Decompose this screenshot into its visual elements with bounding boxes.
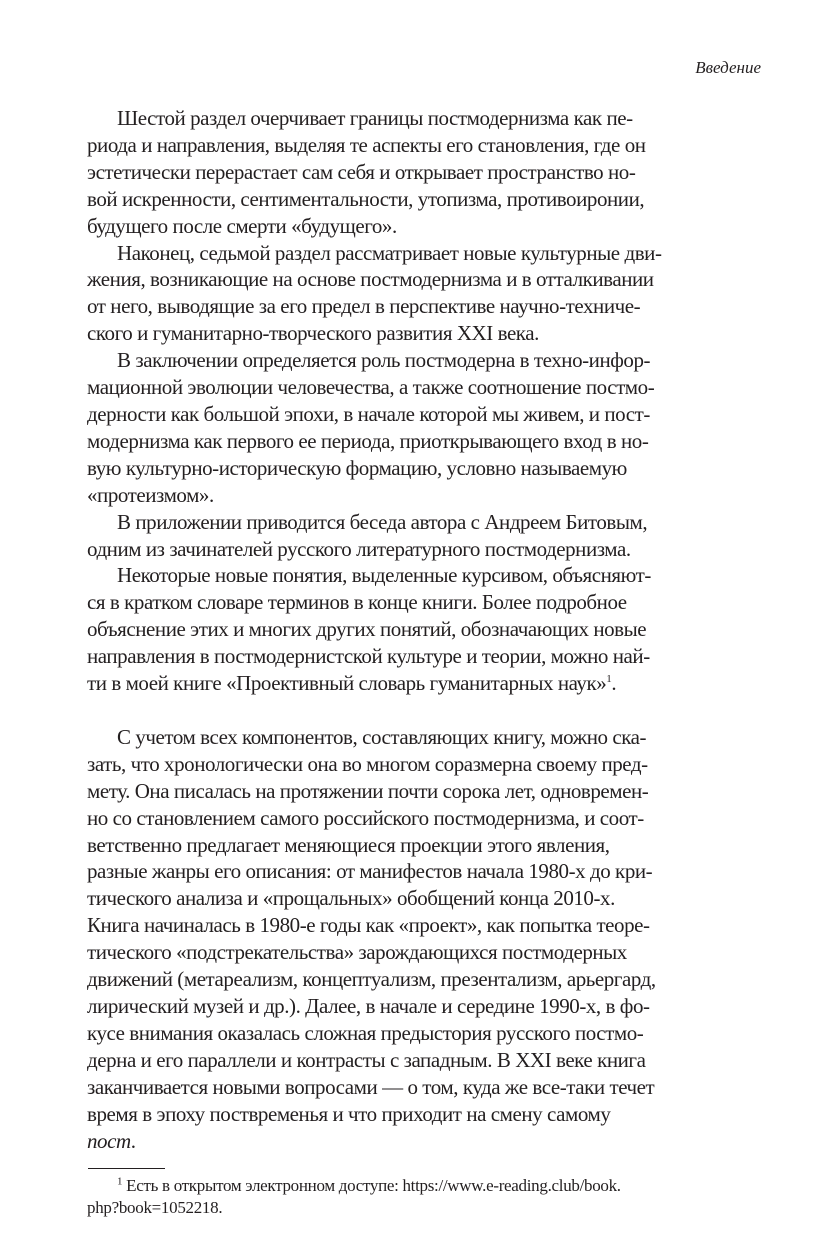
text-line: объяснение этих и многих других понятий, обозначающих новые bbox=[87, 617, 647, 642]
line-tail: . bbox=[611, 671, 617, 696]
text-line: дерности как большой эпохи, в начале которой мы живем, и пост- bbox=[87, 401, 650, 426]
text-line bbox=[87, 670, 723, 697]
text-line: тического анализа и «прощальных» обобщений конца 2010-х. bbox=[87, 886, 615, 911]
text-line: но со становлением самого российского постмодернизма, и соот- bbox=[87, 805, 644, 830]
text-line: движений (метареализм, концептуализм, презентализм, арьергард, bbox=[87, 967, 656, 992]
text-line: заканчивается новыми вопросами — о том, куда же все-таки течет bbox=[87, 1074, 655, 1099]
paragraph bbox=[87, 562, 723, 697]
text-line: С учетом всех компонентов, составляющих книгу, можно ска- bbox=[117, 724, 647, 749]
running-head: Введение bbox=[695, 58, 761, 77]
text-line: направления в постмодернистской культуре и теории, можно най- bbox=[87, 644, 650, 669]
text-line: вой искренности, сентиментальности, утопизма, противоиронии, bbox=[87, 186, 645, 211]
text-line: Шестой раздел очерчивает границы постмодернизма как пе- bbox=[117, 106, 633, 130]
footnote bbox=[87, 1175, 723, 1219]
footnote-divider bbox=[88, 1168, 165, 1169]
paragraph bbox=[87, 347, 723, 508]
text-line: вую культурно-историческую формацию, условно называемую bbox=[87, 455, 627, 480]
footnote-line bbox=[87, 1175, 723, 1197]
footnote-text[interactable]: Есть в открытом электронном доступе: https://www.e-reading.club/book. bbox=[126, 1176, 621, 1196]
text-line: тического «подстрекательства» зарождающихся постмодерных bbox=[87, 940, 627, 965]
paragraph bbox=[87, 509, 723, 563]
footnote-line[interactable]: php?book=1052218. bbox=[87, 1198, 223, 1218]
text-line: Книга начиналась в 1980-е годы как «проект», как попытка теоре- bbox=[87, 913, 650, 938]
line-tail: . bbox=[130, 1128, 136, 1153]
text-line bbox=[87, 1128, 723, 1155]
text-line: риода и направления, выделяя те аспекты его становления, где он bbox=[87, 132, 646, 157]
text-line: мету. Она писалась на протяжении почти сорока лет, одновремен- bbox=[87, 778, 649, 803]
text-line: дерна и его параллели и контрасты с западным. В XXI веке книга bbox=[87, 1047, 646, 1072]
line-text: ти в моей книге «Проективный словарь гуманитарных наук» bbox=[87, 671, 607, 696]
text-line: В приложении приводится беседа автора с Андреем Битовым, bbox=[117, 509, 648, 534]
text-line: время в эпоху поствременья и что приходит на смену самому bbox=[87, 1101, 611, 1126]
text-line: эстетически перерастает сам себя и открывает пространство но- bbox=[87, 159, 636, 184]
text-line: мационной эволюции человечества, а также соотношение постмо- bbox=[87, 375, 655, 400]
text-line: «протеизмом». bbox=[87, 482, 214, 507]
text-line: Некоторые новые понятия, выделенные курсивом, объясняют- bbox=[117, 563, 651, 588]
footnote-reference[interactable]: 1 bbox=[606, 673, 612, 686]
text-line: одним из зачинателей русского литературного постмодернизма. bbox=[87, 536, 631, 561]
text-line: В заключении определяется роль постмодерна в техно-инфор- bbox=[117, 348, 651, 373]
section-gap bbox=[87, 697, 723, 724]
text-line: ся в кратком словаре терминов в конце книги. Более подробное bbox=[87, 590, 627, 615]
text-line: кусе внимания оказалась сложная предыстория русского постмо- bbox=[87, 1020, 644, 1045]
text-line: жения, возникающие на основе постмодернизма и в отталкивании bbox=[87, 267, 654, 292]
text-line: модернизма как первого ее периода, приоткрывающего вход в но- bbox=[87, 428, 649, 453]
text-line: зать, что хронологически она во многом соразмерна своему пред- bbox=[87, 751, 648, 776]
text-line: будущего после смерти «будущего». bbox=[87, 213, 397, 238]
text-line: Наконец, седьмой раздел рассматривает новые культурные дви- bbox=[117, 240, 662, 265]
paragraph bbox=[87, 240, 723, 348]
text-line: ветственно предлагает меняющиеся проекции этого явления, bbox=[87, 832, 610, 857]
text-line: разные жанры его описания: от манифестов начала 1980-х до кри- bbox=[87, 859, 653, 884]
italic-term: пост bbox=[87, 1128, 131, 1153]
text-line: ского и гуманитарно-творческого развития XXI века. bbox=[87, 321, 539, 346]
paragraph bbox=[87, 724, 723, 1155]
body-text bbox=[87, 105, 723, 1154]
paragraph bbox=[87, 105, 723, 240]
text-line: от него, выводящие за его предел в перспективе научно-техниче- bbox=[87, 294, 641, 319]
footnote-marker: 1 bbox=[117, 1175, 123, 1188]
text-line: лирический музей и др.). Далее, в начале и середине 1990-х, в фо- bbox=[87, 994, 650, 1018]
